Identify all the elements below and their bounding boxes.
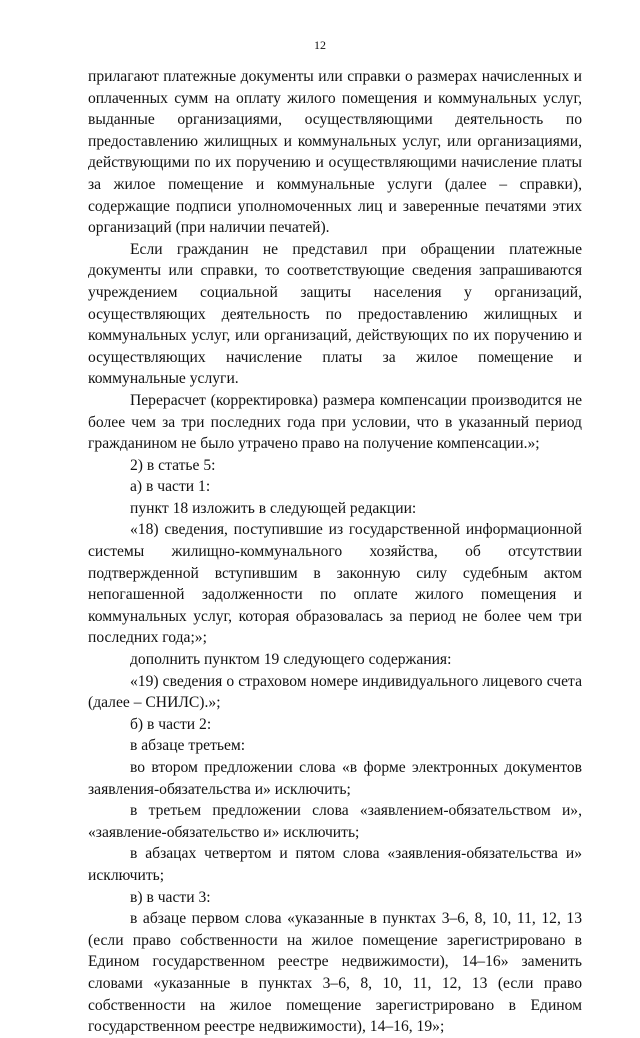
paragraph: в абзаце третьем: — [130, 737, 246, 755]
paragraph: во втором предложении слова «в форме электронных документов заявления-обязательства и» исключить; — [88, 759, 582, 798]
paragraph: «18) сведения, поступившие из государственной информационной системы жилищно-коммунального хозяйства, об отсутствии подтвержденной вступившим в законную силу судебным актом непогашенной задолженности по оплате жилого помещения и коммунальных услуг, которая образовалась за период не более чем три последних года;»; — [88, 521, 582, 647]
paragraph: в абзаце первом слова «указанные в пунктах 3–6, 8, 10, 11, 12, 13 (если право собственности на жилое помещение зарегистрировано в Едином государственном реестре недвижимости), 14–16» заменить словами «указанные в пунктах 3–6, 8, 10, 11, 12, 13 (если право собственности на жилое помещение зарегистрировано в Едином государственном реестре недвижимости), 14–16, 19»; — [88, 910, 582, 1036]
paragraph: дополнить пунктом 19 следующего содержания: — [130, 651, 452, 669]
paragraph: прилагают платежные документы или справки о размерах начисленных и оплаченных сумм на оплату жилого помещения и коммунальных услуг, выданные организациями, осуществляющими деятельность по предоставлению жилищных и коммунальных услуг, или организациями, действующими по их поручению и осуществляющими начисление платы за жилое помещение и коммунальные услуги (далее – справки), содержащие подписи уполномоченных лиц и заверенные печатями этих организаций (при наличии печатей). — [88, 68, 582, 237]
paragraph: в абзацах четвертом и пятом слова «заявления-обязательства и» исключить; — [88, 845, 582, 884]
paragraph: «19) сведения о страховом номере индивидуального лицевого счета (далее – СНИЛС).»; — [88, 672, 582, 712]
page-number: 12 — [314, 38, 326, 52]
paragraph: Если гражданин не представил при обращении платежные документы или справки, то соответствующие сведения запрашиваются учреждением социальной защиты населения у организаций, осуществляющих деятельность по предоставлению жилищных и коммунальных услуг, или организаций, действующих по их поручению и осуществляющих начисление платы за жилое помещение и коммунальные услуги. — [88, 240, 582, 388]
paragraph: пункт 18 изложить в следующей редакции: — [130, 499, 417, 517]
paragraph: 2) в статье 5: — [130, 456, 216, 474]
paragraph: б) в части 2: — [130, 715, 212, 733]
paragraph: в) в части 3: — [130, 888, 211, 906]
paragraph: а) в части 1: — [130, 478, 211, 496]
paragraph: Перерасчет (корректировка) размера компенсации производится не более чем за три последних года при условии, что в указанный период гражданином не было утрачено право на получение компенсации.»; — [88, 391, 582, 453]
paragraph: в третьем предложении слова «заявлением-обязательством и», «заявление-обязательство и» исключить; — [88, 802, 582, 841]
document-body — [88, 66, 582, 1038]
